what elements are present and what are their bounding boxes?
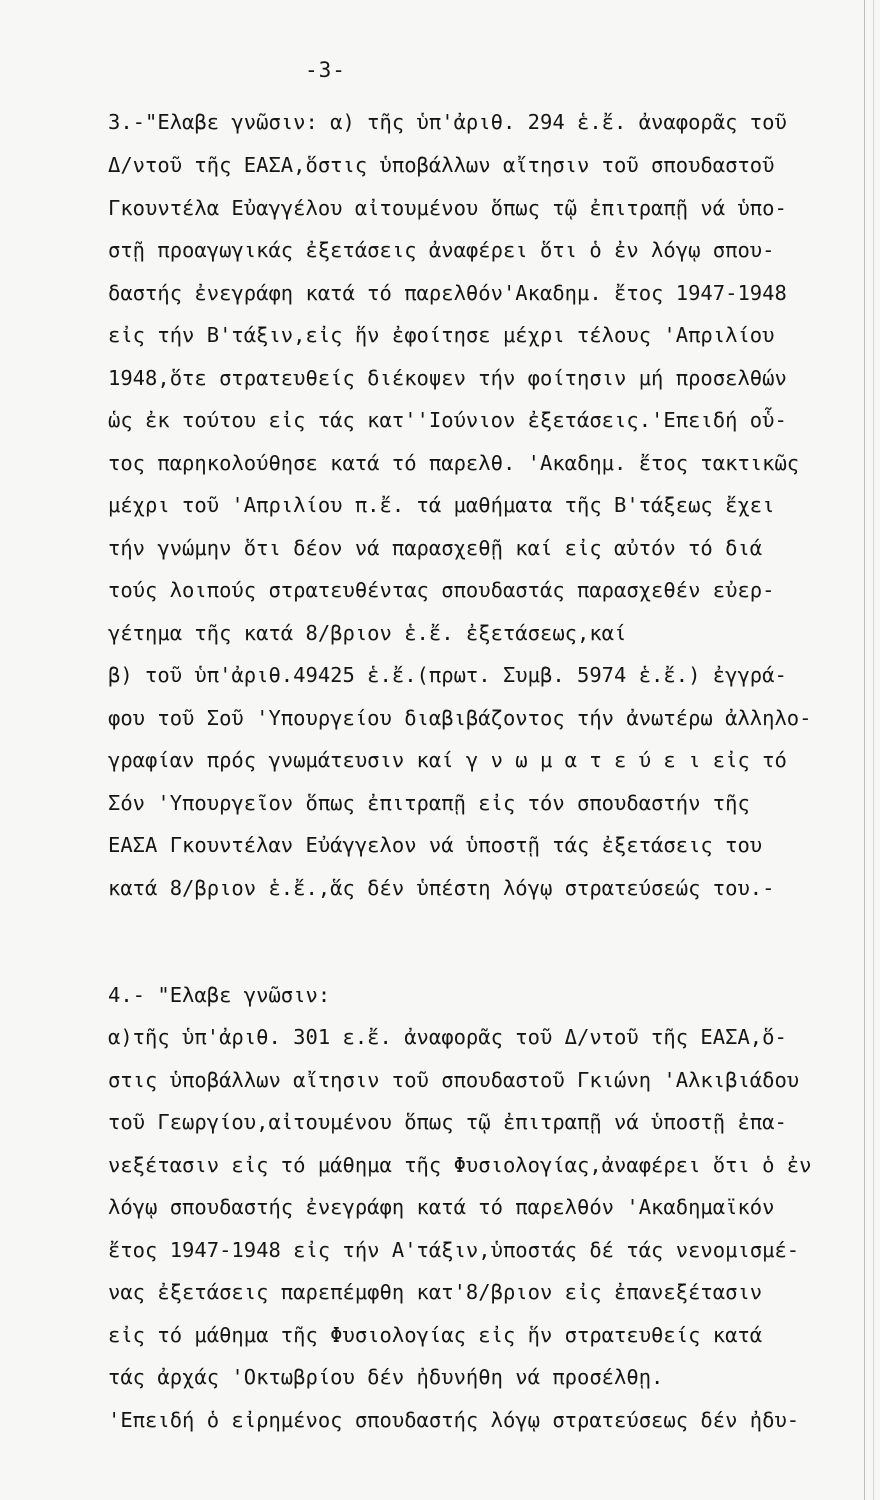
text-line: νεξέτασιν εἰς τό μάθημα τῆς Φυσιολογίας,ἀναφέρει ὅτι ὁ ἐν bbox=[108, 1153, 812, 1177]
text-line: α)τῆς ὑπ'ἀριθ. 301 ε.ἔ. ἀναφορᾶς τοῦ Δ/ντοῦ τῆς ΕΑΣΑ,ὅ- bbox=[108, 1025, 787, 1049]
text-line: φου τοῦ Σοῦ 'Υπουργείου διαβιβάζοντος τήν ἀνωτέρω ἀλληλο- bbox=[108, 706, 812, 730]
text-line: στῇ προαγωγικάς ἐξετάσεις ἀναφέρει ὅτι ὁ ἐν λόγῳ σπου- bbox=[108, 238, 775, 262]
page-edge bbox=[864, 0, 865, 1500]
text-line: Δ/ντοῦ τῆς ΕΑΣΑ,ὅστις ὑποβάλλων αἴτησιν τοῦ σπουδαστοῦ bbox=[108, 153, 775, 177]
text-line: γέτημα τῆς κατά 8/βριον ἑ.ἔ. ἐξετάσεως,καί bbox=[108, 621, 627, 645]
text-line: ἔτος 1947-1948 εἰς τήν Α'τάξιν,ὑποστάς δέ τάς νενομισμέ- bbox=[108, 1238, 800, 1262]
page-number: -3- bbox=[305, 58, 346, 82]
text-line: Σόν 'Υπουργεῖον ὅπως ἐπιτραπῇ εἰς τόν σπουδαστήν τῆς bbox=[108, 791, 750, 815]
text-line: ΕΑΣΑ Γκουντέλαν Εὐάγγελον νά ὑποστῇ τάς ἐξετάσεις του bbox=[108, 833, 763, 857]
text-line: γραφίαν πρός γνωμάτευσιν καί γ ν ω μ α τ ε ύ ε ι εἰς τό bbox=[108, 748, 787, 772]
text-line: δαστής ἐνεγράφη κατά τό παρελθόν'Ακαδημ. ἔτος 1947-1948 bbox=[108, 281, 787, 305]
text-line: τος παρηκολούθησε κατά τό παρελθ. 'Ακαδημ. ἔτος τακτικῶς bbox=[108, 451, 800, 475]
text-line: μέχρι τοῦ 'Απριλίου π.ἔ. τά μαθήματα τῆς Β'τάξεως ἔχει bbox=[108, 493, 775, 517]
text-line: κατά 8/βριον ἑ.ἔ.,ἅς δέν ὑπέστη λόγῳ στρατεύσεώς του.- bbox=[108, 876, 775, 900]
page-edge-shadow bbox=[873, 0, 874, 1500]
text-line: Γκουντέλα Εὐαγγέλου αἰτουμένου ὅπως τῷ ἐπιτραπῇ νά ὑπο- bbox=[108, 196, 787, 220]
text-line: τούς λοιπούς στρατευθέντας σπουδαστάς παρασχεθέν εὐερ- bbox=[108, 578, 775, 602]
text-line: 3.-"Ελαβε γνῶσιν: α) τῆς ὑπ'ἀριθ. 294 ἑ.ἔ. ἀναφορᾶς τοῦ bbox=[108, 110, 787, 134]
text-line: εἰς τό μάθημα τῆς Φυσιολογίας εἰς ἥν στρατευθείς κατά bbox=[108, 1323, 763, 1347]
text-line: 4.- "Ελαβε γνῶσιν: bbox=[108, 983, 331, 1007]
text-line: ὡς ἐκ τούτου εἰς τάς κατ''Ιούνιον ἐξετάσεις.'Επειδή οὗ- bbox=[108, 408, 787, 432]
text-line: β) τοῦ ὑπ'ἀριθ.49425 ἑ.ἔ.(πρωτ. Συμβ. 5974 ἑ.ἔ.) ἐγγρά- bbox=[108, 663, 787, 687]
text-line: νας ἐξετάσεις παρεπέμφθη κατ'8/βριον εἰς ἐπανεξέτασιν bbox=[108, 1280, 763, 1304]
text-line: εἰς τήν Β'τάξιν,εἰς ἥν ἐφοίτησε μέχρι τέλους 'Απριλίου bbox=[108, 323, 775, 347]
text-line: τάς ἀρχάς 'Οκτωβρίου δέν ἠδυνήθη νά προσέλθῃ. bbox=[108, 1365, 664, 1389]
text-line: τήν γνώμην ὅτι δέον νά παρασχεθῇ καί εἰς αὐτόν τό διά bbox=[108, 536, 763, 560]
text-line: 1948,ὅτε στρατευθείς διέκοψεν τήν φοίτησιν μή προσελθών bbox=[108, 366, 787, 390]
text-line: λόγῳ σπουδαστής ἐνεγράφη κατά τό παρελθόν 'Ακαδημαϊκόν bbox=[108, 1195, 775, 1219]
text-line: 'Επειδή ὁ εἰρημένος σπουδαστής λόγῳ στρατεύσεως δέν ἠδυ- bbox=[108, 1408, 800, 1432]
text-line: τοῦ Γεωργίου,αἰτουμένου ὅπως τῷ ἐπιτραπῇ νά ὑποστῇ ἐπα- bbox=[108, 1110, 787, 1134]
text-line: στις ὑποβάλλων αἴτησιν τοῦ σπουδαστοῦ Γκιώνη 'Αλκιβιάδου bbox=[108, 1068, 800, 1092]
